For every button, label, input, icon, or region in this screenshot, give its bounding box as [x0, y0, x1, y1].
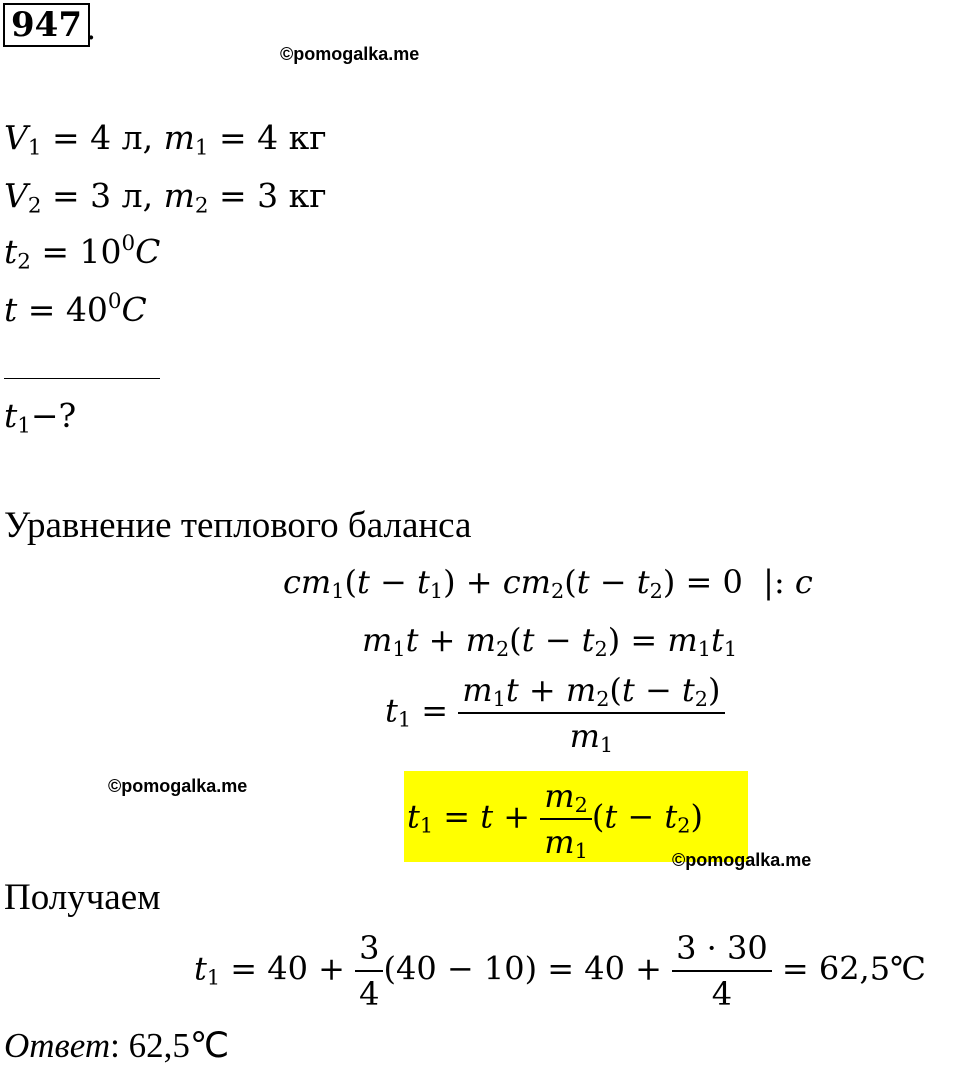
given-t2-symbol: t: [4, 232, 18, 271]
given-v2-subscript: 2: [27, 193, 42, 219]
watermark-top: ©pomogalka.me: [280, 44, 420, 64]
given-line-2: [4, 176, 327, 219]
fraction-m2-m1: $\frac{m_2}{m_1}$: [540, 776, 592, 862]
watermark-middle: ©pomogalka.me: [108, 776, 248, 796]
find-symbol: t: [4, 396, 18, 435]
given-m2-symbol: m: [163, 176, 195, 215]
given-v2-symbol: V: [4, 176, 28, 215]
given-t-value: = 40: [17, 290, 108, 329]
given-v2-value: = 3 л,: [41, 176, 154, 215]
find-line: [4, 396, 77, 439]
answer-label: Ответ: [4, 1026, 111, 1065]
problem-number-dot: .: [86, 9, 97, 47]
given-m1-symbol: m: [163, 118, 195, 157]
equation-final-formula: $t_1 = t$ + $\frac{m_2}{m_1}$ $(t - t_2)$: [407, 777, 703, 864]
fraction-t1: $\frac{m_1t + m_2(t - t_2)}{m_1}$: [458, 670, 724, 756]
given-line-1: [4, 118, 327, 161]
given-t2-unit: C: [135, 232, 161, 271]
given-t-degree: 0: [107, 289, 122, 315]
given-t2-subscript: 2: [17, 249, 31, 275]
given-m1-subscript: 1: [194, 135, 209, 161]
given-line-4: [4, 290, 147, 330]
given-v1-symbol: V: [4, 118, 28, 157]
given-line-3: [4, 231, 161, 275]
problem-number: 947: [3, 3, 90, 47]
result-heading: Получаем: [4, 877, 161, 918]
given-t-symbol: t: [4, 290, 18, 329]
fraction-3x30-4: $\frac{3 \cdot 30}{4}$: [672, 928, 772, 1014]
answer-line: [4, 1026, 229, 1066]
given-v1-subscript: 1: [27, 135, 42, 161]
given-v1-value: = 4 л,: [41, 118, 154, 157]
find-subscript: 1: [17, 413, 31, 439]
given-m2-subscript: 2: [194, 193, 209, 219]
find-question: −?: [30, 396, 77, 435]
fraction-3-4: $\frac{3}{4}$: [355, 928, 383, 1014]
equation-simplified: $m_1t + m_2(t - t_2) = m_1t_1$: [362, 621, 738, 662]
watermark-bottom: ©pomogalka.me: [672, 850, 812, 870]
given-t-unit: C: [121, 290, 147, 329]
given-m1-value: = 4 кг: [208, 118, 327, 157]
given-divider: [4, 378, 160, 379]
equation-calculation: $t_1 = 40$ + $\frac{3}{4}$ (40 − 10) = 40 + $\frac{3 \cdot 30}{4}$ = 62,5℃: [194, 929, 926, 1013]
equation-t1-fraction: $t_1$ = $\frac{m_1t + m_2(t - t_2)}{m_1}$: [385, 670, 725, 756]
given-m2-value: = 3 кг: [208, 176, 327, 215]
given-t2-degree: 0: [121, 231, 136, 257]
equation-heat-balance: $cm_1(t - t_1) + cm_2(t - t_2) = 0$ |: c: [283, 563, 813, 604]
heat-balance-heading: Уравнение теплового баланса: [4, 505, 472, 546]
answer-value: : 62,5℃: [110, 1026, 230, 1065]
given-t2-value: = 10: [30, 232, 122, 271]
